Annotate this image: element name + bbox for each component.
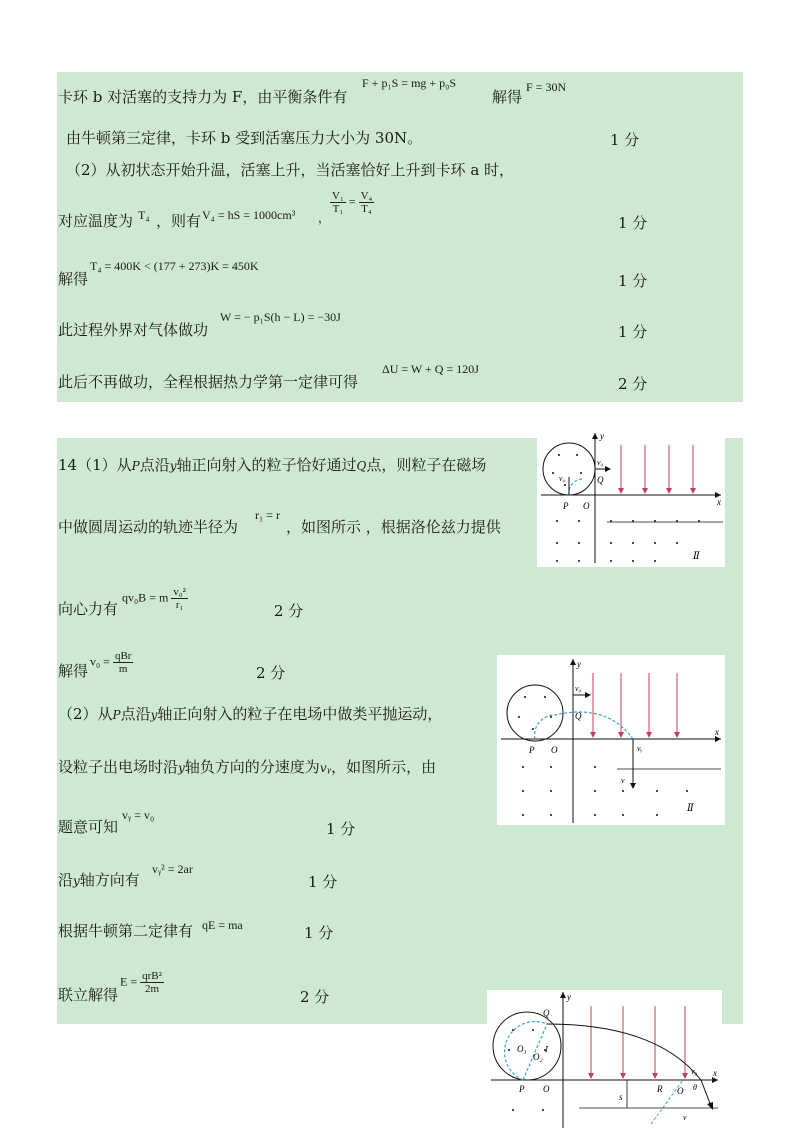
theta-label: θ: [693, 1083, 697, 1092]
v0-label: v₀: [691, 1067, 698, 1076]
Q-label: Q: [543, 1008, 550, 1018]
region-II-label: Ⅱ: [687, 803, 694, 814]
trajectory-parabola: [547, 1024, 701, 1080]
v-label: v: [683, 1113, 687, 1122]
O-prime-label: O: [677, 1086, 684, 1096]
p2-line2-text-b: ，如图所示 ，根据洛伦兹力提供: [286, 518, 501, 536]
field-arrow-icons: [590, 732, 680, 738]
answer-panel-part1: [57, 72, 743, 402]
line4-comma: ，: [318, 211, 331, 225]
electric-field-lines: [591, 1006, 685, 1076]
p2-line9-score: 1 分: [304, 924, 334, 942]
p2-line8: 沿y轴方向有: [58, 871, 140, 889]
line6-text: 此过程外界对气体做功: [58, 321, 209, 339]
p2-line9-equation: qE = ma: [202, 918, 243, 932]
p2-line3-equation: qv₀B = m $\frac{\text{v₀²}}{\text{r₁}}$: [122, 586, 186, 611]
line7-equation: ΔU = W + Q = 120J: [382, 362, 479, 376]
field-arrow-icons: [618, 488, 696, 494]
x-label: x: [713, 1068, 717, 1078]
p2-line10-text: 联立解得: [58, 986, 119, 1004]
line2-score: 1 分: [610, 131, 640, 149]
p2-line2-text-a: 中做圆周运动的轨迹半径为: [58, 518, 239, 536]
p2-line3-score: 2 分: [274, 602, 304, 620]
vy-arrow-icon: [630, 783, 636, 789]
v-label: v: [621, 776, 625, 785]
p2-line4-equation: v₀ = $\frac{\text{qBr}}{m}$: [90, 650, 132, 675]
line1-text: 卡环 b 对活塞的支持力为 F，由平衡条件有: [58, 88, 348, 106]
line4-fraction-eq: $\frac{\text{V₁}}{\text{T₁}}$ = $\frac{\text{V₄}}{\text{T₄}}$: [332, 190, 373, 215]
v-label: v₀: [559, 474, 566, 483]
region-II-label: Ⅱ: [693, 551, 700, 562]
v0-label: v₀: [597, 458, 604, 467]
v0-label: v₀: [575, 684, 582, 693]
line1-solve-equation: F = 30N: [526, 80, 567, 94]
figure-2-trajectory: [497, 655, 725, 825]
p2-line7-score: 1 分: [326, 820, 356, 838]
p2-line10-score: 2 分: [300, 988, 330, 1006]
x-label: x: [717, 497, 721, 507]
O2-label: O₂: [533, 1052, 543, 1062]
P-label: P: [519, 1084, 525, 1094]
s-label: s: [619, 1092, 623, 1102]
line1-equation: F + p₁S = mg + p₀S: [362, 76, 457, 90]
v0-arrow-icon: [585, 692, 591, 698]
y-axis-arrow-icon: [560, 992, 566, 998]
p2-line6: 设粒子出电场时沿y轴负方向的分速度为vᵧ，如图所示，由: [58, 758, 437, 776]
p2-line7-equation: vᵧ = v₀: [122, 808, 155, 822]
exit-velocity-arrow: [701, 1080, 711, 1106]
field-dots: [518, 696, 688, 816]
line5-equation: T₄ = 400K < (177 + 273)K = 450K: [90, 259, 259, 273]
x-label: x: [715, 727, 719, 737]
y-label: y: [577, 659, 581, 669]
p2-line8-score: 1 分: [308, 873, 338, 891]
P-label: P: [563, 501, 569, 511]
trajectory-curve: [535, 712, 633, 739]
y-axis-arrow-icon: [592, 433, 598, 439]
O-label: O: [543, 1084, 550, 1094]
p2-line4-score: 2 分: [256, 664, 286, 682]
line5-text: 解得: [58, 270, 89, 288]
line4-T4: T₄: [138, 208, 150, 222]
line2-text: 由牛顿第三定律，卡环 b 受到活塞压力大小为 30N。: [66, 129, 423, 147]
line7-text: 此后不再做功，全程根据热力学第一定律可得: [58, 373, 359, 391]
field-dots: [552, 454, 700, 562]
y-label: y: [567, 992, 571, 1002]
O-label: O: [583, 501, 590, 511]
line5-score: 1 分: [618, 272, 648, 290]
v0-arrow-icon: [605, 466, 611, 472]
p2-line1: 14（1）从P点沿y轴正向射入的粒子恰好通过Q点，则粒子在磁场: [58, 456, 487, 474]
line4-text-a: 对应温度为: [58, 212, 134, 230]
p2-line2-equation: r₁ = r: [255, 508, 280, 522]
electric-field-lines: [593, 673, 677, 735]
line3-text: （2）从初状态开始升温，活塞上升，当活塞恰好上升到卡环 a 时，: [66, 161, 515, 179]
p2-line3-text: 向心力有: [58, 600, 119, 618]
line1-solve-label: 解得: [492, 88, 523, 106]
line7-score: 2 分: [618, 375, 648, 393]
y-label: y: [600, 431, 604, 441]
p2-line9-text: 根据牛顿第二定律有: [58, 922, 194, 940]
Q-label: Q: [597, 475, 604, 485]
region-I-label: Ⅰ: [545, 1045, 549, 1054]
P-label: P: [529, 745, 535, 755]
O-label: O: [551, 745, 558, 755]
O1-label: O₁: [517, 1044, 527, 1054]
figure-3-trajectory: [487, 990, 722, 1130]
vy-label: vᵧ: [637, 744, 643, 753]
p2-line8-equation: vᵧ² = 2ar: [152, 862, 193, 876]
line4-equation: V₄ = hS = 1000cm³: [202, 208, 296, 222]
line6-score: 1 分: [618, 323, 648, 341]
Q-label: Q: [575, 711, 582, 721]
p2-line5: （2）从P点沿y轴正向射入的粒子在电场中做类平抛运动，: [58, 705, 443, 723]
figure-1-trajectory: [537, 427, 725, 567]
exit-velocity-arrow-icon: [707, 1102, 713, 1110]
electric-field-lines: [621, 445, 693, 491]
field-arrow-icons: [588, 1073, 688, 1079]
R-label: R: [657, 1084, 663, 1094]
p2-line4-text: 解得: [58, 662, 89, 680]
line4-text-b: ，则有: [156, 212, 202, 230]
y-axis-arrow-icon: [570, 659, 576, 665]
line6-equation: W = − p₁S(h − L) = −30J: [220, 310, 341, 324]
line4-score: 1 分: [618, 214, 648, 232]
p2-line7-text: 题意可知: [58, 818, 119, 836]
p2-line10-equation: E = $\frac{\text{qrB²}}{2m}$: [120, 970, 162, 995]
